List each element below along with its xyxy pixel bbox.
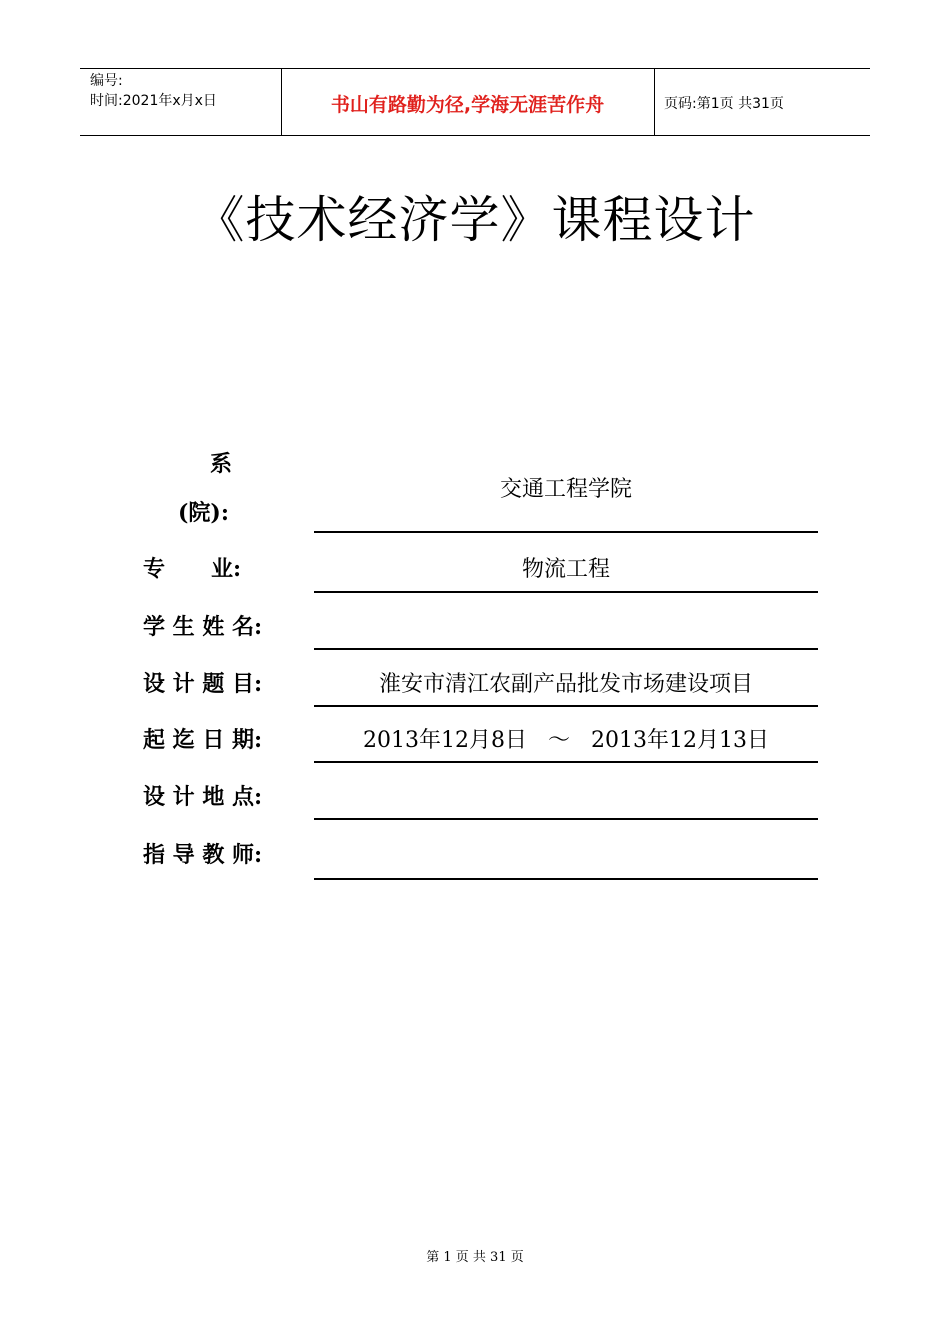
number-label: 编号: bbox=[90, 73, 123, 89]
department-value: 交通工程学院 bbox=[499, 477, 632, 502]
advisor-underline bbox=[314, 878, 818, 880]
location-underline bbox=[314, 818, 818, 820]
department-label-line2: (院): bbox=[178, 500, 229, 526]
advisor-label: 指 导 教 师: bbox=[143, 842, 263, 868]
document-title: 《技术经济学》课程设计 bbox=[194, 191, 756, 249]
dates-underline bbox=[314, 761, 818, 763]
student-name-underline bbox=[314, 648, 818, 650]
major-value: 物流工程 bbox=[521, 557, 610, 582]
major-underline bbox=[314, 591, 818, 593]
time-label: 时间:2021年x月x日 bbox=[90, 93, 217, 109]
dates-label: 起 迄 日 期: bbox=[143, 727, 263, 753]
header-top-rule bbox=[80, 68, 870, 69]
dates-value: 2013年12月8日 ～ 2013年12月13日 bbox=[363, 728, 769, 753]
student-name-label: 学 生 姓 名: bbox=[143, 614, 263, 640]
page-footer: 第 1 页 共 31 页 bbox=[426, 1250, 524, 1265]
department-label-line1: 系 bbox=[210, 451, 233, 477]
major-label: 专 业: bbox=[143, 556, 242, 582]
location-label: 设 计 地 点: bbox=[143, 784, 263, 810]
header-motto: 书山有路勤为径,学海无涯苦作舟 bbox=[330, 94, 605, 116]
header-page-info: 页码:第1页 共31页 bbox=[664, 96, 784, 112]
department-underline bbox=[314, 531, 818, 533]
topic-value: 淮安市清江农副产品批发市场建设项目 bbox=[378, 672, 753, 697]
header-divider-right bbox=[654, 68, 655, 135]
header-bottom-rule bbox=[80, 135, 870, 136]
topic-label: 设 计 题 目: bbox=[143, 671, 263, 697]
header-meta bbox=[90, 71, 217, 111]
topic-underline bbox=[314, 705, 818, 707]
